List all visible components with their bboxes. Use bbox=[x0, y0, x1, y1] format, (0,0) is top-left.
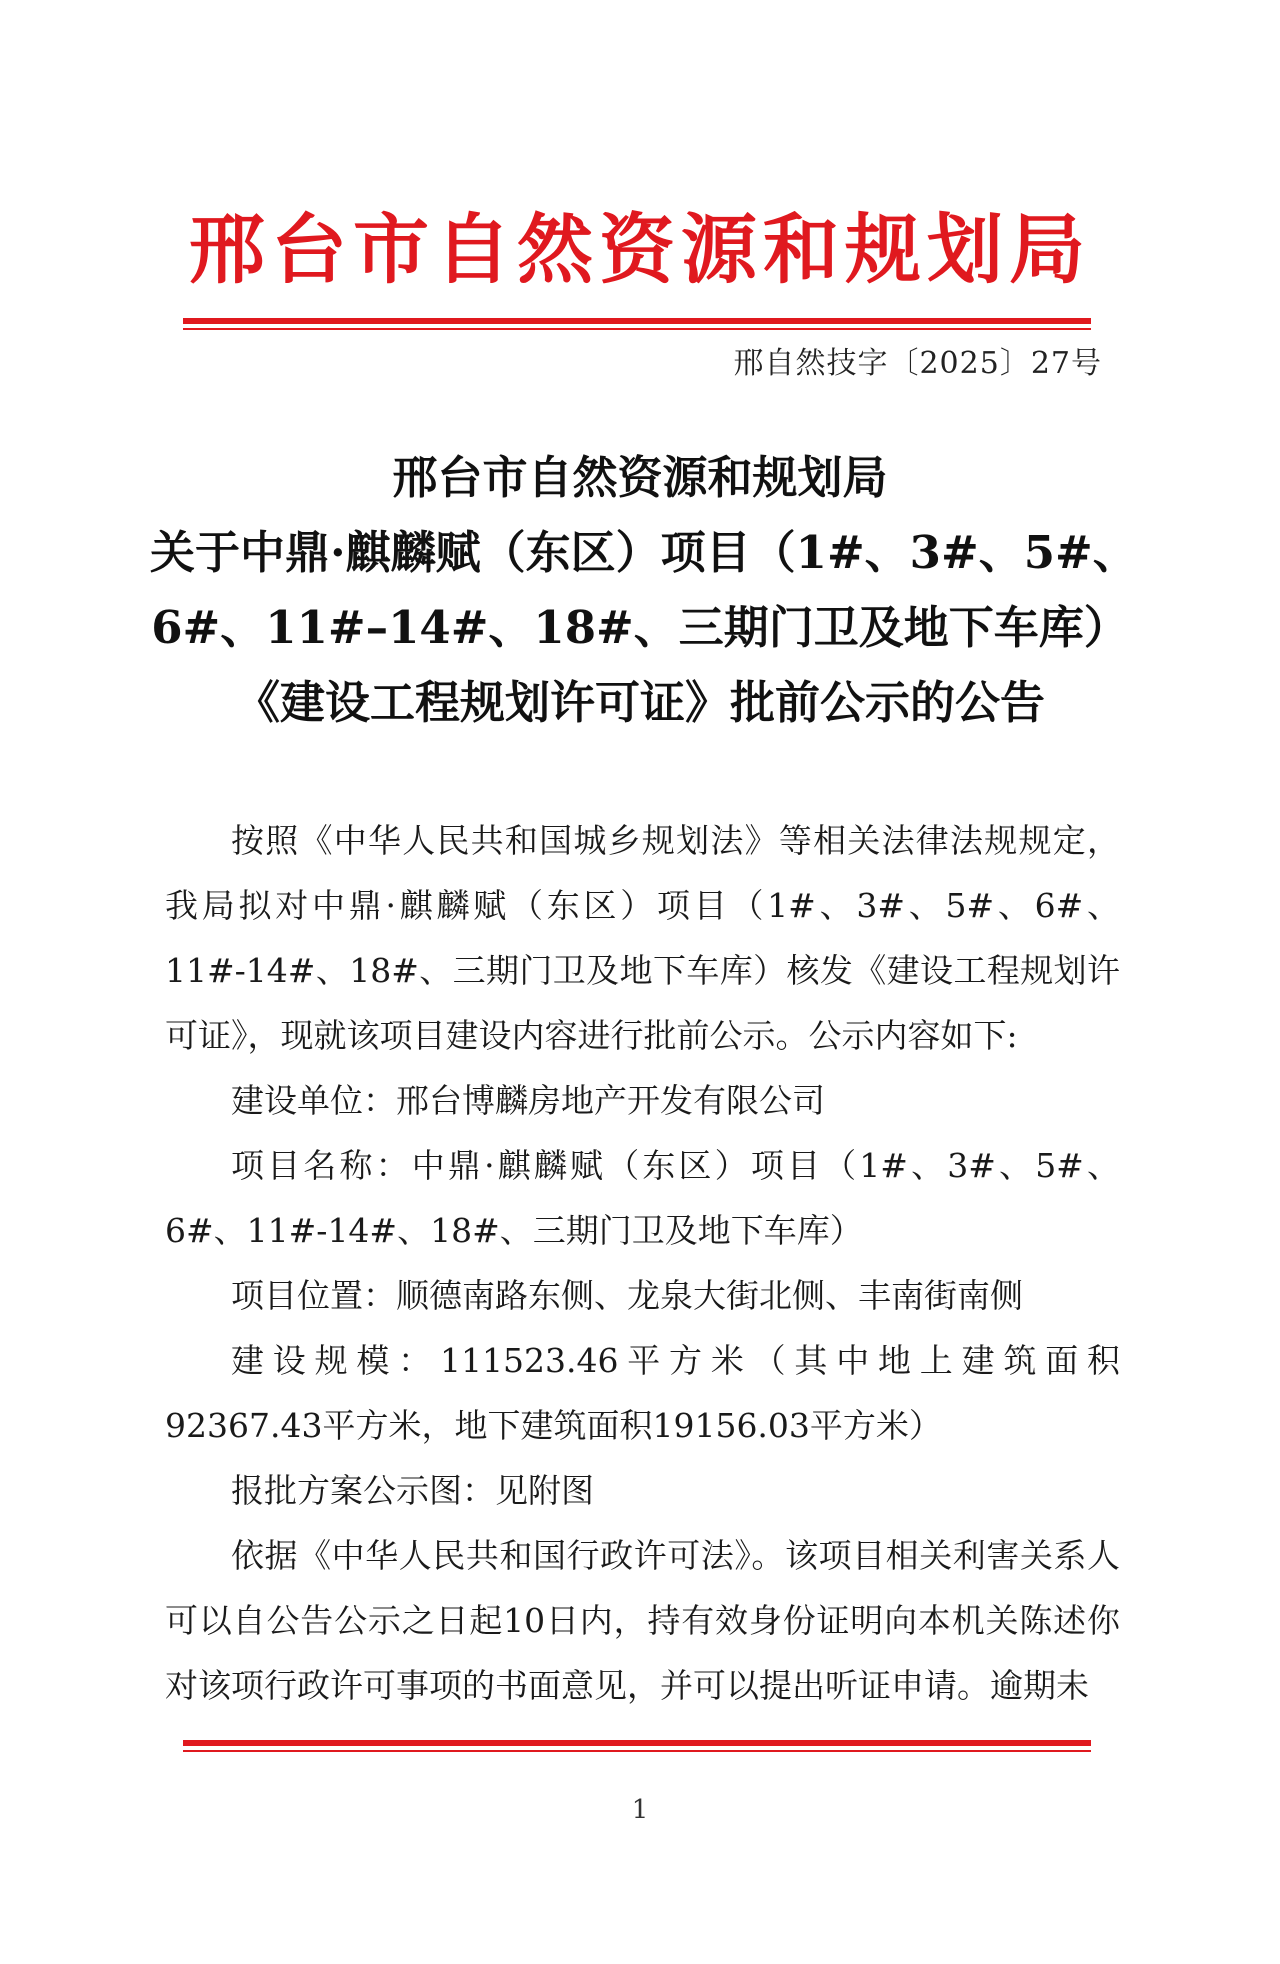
project-name-paragraph: 项目名称：中鼎·麒麟赋（东区）项目（1#、3#、5#、6#、11#-14#、18#、三期门卫及地下车库） bbox=[165, 1146, 1120, 1250]
header-double-rule bbox=[183, 318, 1091, 330]
title-line: 《建设工程规划许可证》批前公示的公告 bbox=[234, 676, 1045, 729]
intro-paragraph: 按照《中华人民共和国城乡规划法》等相关法律法规规定，我局拟对中鼎·麒麟赋（东区）项目（1#、3#、5#、6#、11#-14#、18#、三期门卫及地下车库）核发《建设工程规划许可证》，现就该项目建设内容进行批前公示。公示内容如下: bbox=[165, 821, 1120, 1055]
project-location-paragraph: 项目位置：顺德南路东侧、龙泉大街北侧、丰南街南侧 bbox=[231, 1276, 1023, 1315]
title-line: 邢台市自然资源和规划局 bbox=[392, 451, 888, 504]
document-number: 邢自然技字〔2025〕27号 bbox=[733, 346, 1102, 381]
announcement-title bbox=[150, 440, 1138, 740]
construction-unit-paragraph: 建设单位：邢台博麟房地产开发有限公司 bbox=[231, 1081, 825, 1120]
footer-double-rule bbox=[183, 1740, 1091, 1752]
page-number: 1 bbox=[631, 1795, 649, 1825]
legal-basis-paragraph: 依据《中华人民共和国行政许可法》。该项目相关利害关系人可以自公告公示之日起10日内，持有效身份证明向本机关陈述你对该项行政许可事项的书面意见，并可以提出听证申请。逾期未 bbox=[165, 1536, 1120, 1705]
construction-scale-paragraph: 建设规模：111523.46平方米（其中地上建筑面积92367.43平方米，地下建筑面积19156.03平方米） bbox=[165, 1341, 1120, 1445]
title-line: 6#、11#–14#、18#、三期门卫及地下车库） bbox=[151, 601, 1129, 654]
announcement-body bbox=[165, 808, 1120, 1718]
agency-header: 邢台市自然资源和规划局 bbox=[189, 205, 1091, 294]
title-line: 关于中鼎·麒麟赋（东区）项目（1#、3#、5#、 bbox=[150, 526, 1138, 579]
plan-drawing-paragraph: 报批方案公示图：见附图 bbox=[231, 1471, 594, 1510]
